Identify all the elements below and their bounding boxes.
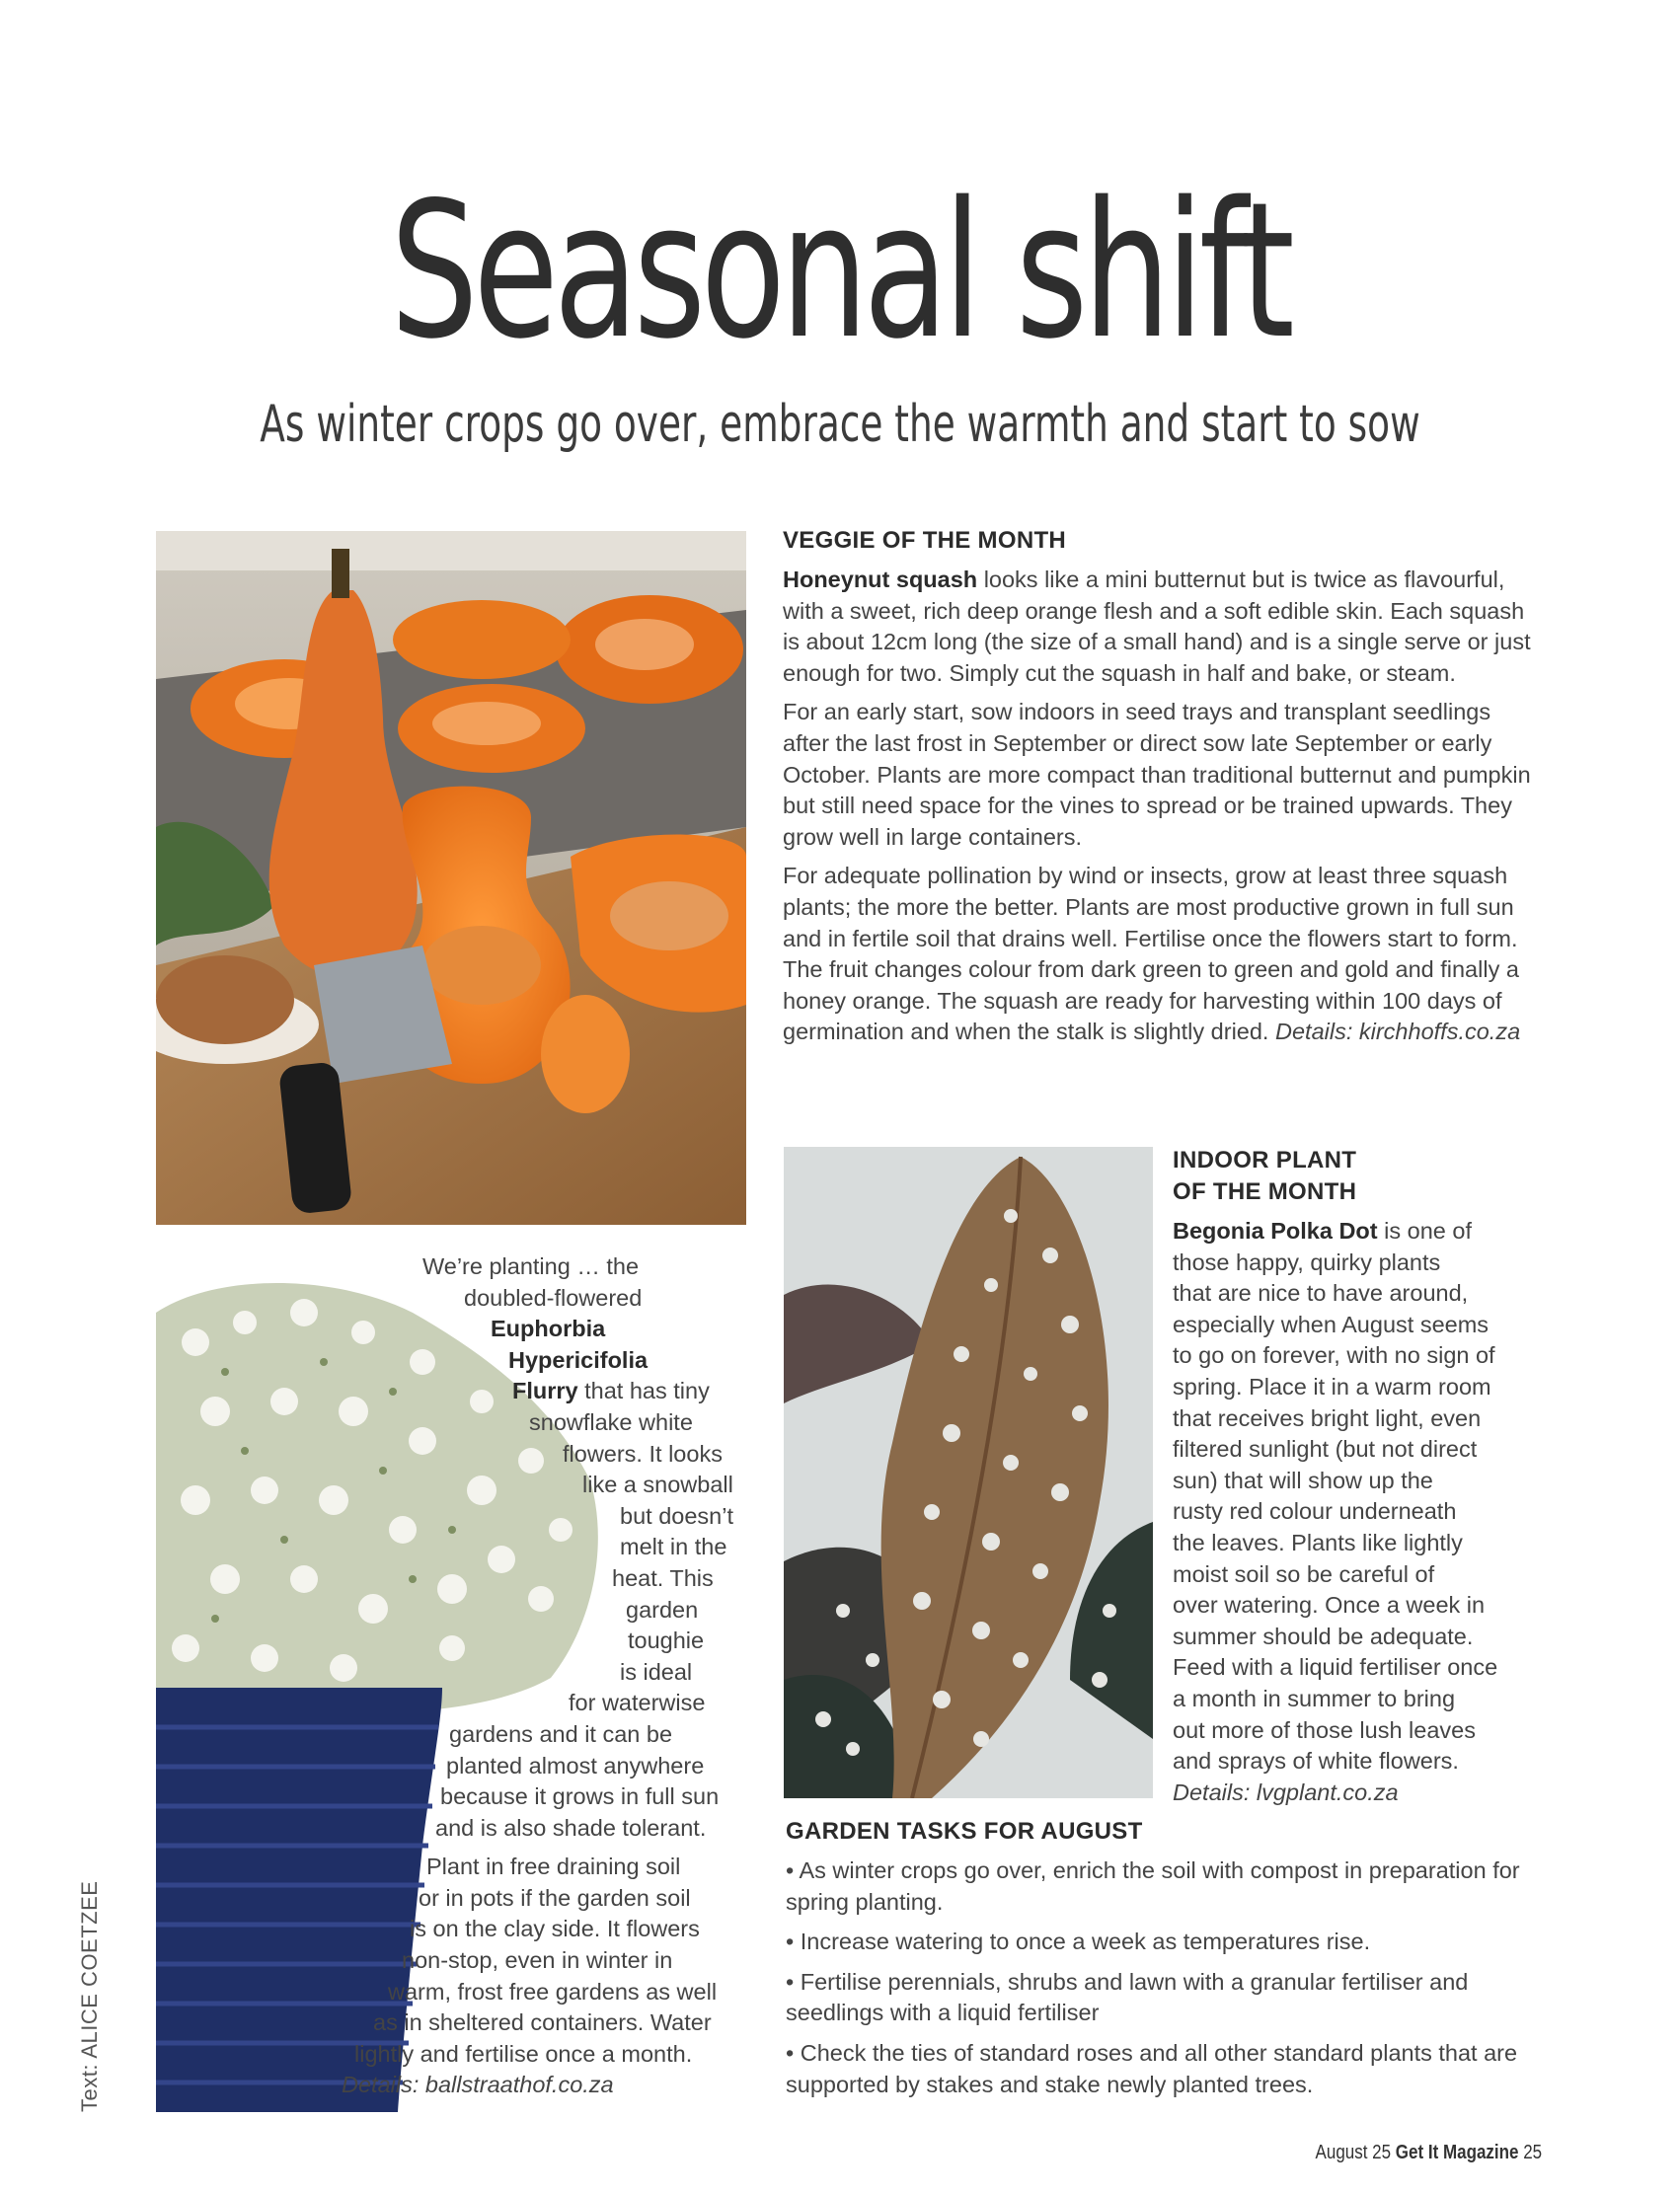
planting-line: because it grows in full sun bbox=[440, 1783, 720, 1810]
indoor-line: over watering. Once a week in bbox=[1173, 1592, 1486, 1619]
squash-photo bbox=[156, 531, 746, 1225]
indoor-line-1 bbox=[1173, 1216, 1548, 1248]
planting-line: for waterwise bbox=[569, 1690, 706, 1716]
indoor-line: moist soil so be careful of bbox=[1173, 1560, 1435, 1587]
planting-line: flowers. It looks bbox=[563, 1440, 723, 1467]
indoor-line: those happy, quirky plants bbox=[1173, 1249, 1441, 1275]
indoor-line: sun) that will show up the bbox=[1173, 1467, 1433, 1493]
veggie-lead: Honeynut squash bbox=[783, 567, 978, 592]
veggie-heading: VEGGIE OF THE MONTH bbox=[783, 527, 1067, 554]
indoor-line: filtered sunlight (but not direct bbox=[1173, 1436, 1478, 1463]
indoor-heading-line-2: OF THE MONTH bbox=[1173, 1178, 1357, 1205]
planting-line: as in sheltered containers. Water bbox=[373, 2009, 712, 2036]
veggie-paragraph-3 bbox=[783, 861, 1543, 1048]
veggie-p1-text: looks like a mini butternut but is twice as flavourful, with a sweet, rich deep orange flesh and a soft edible skin. Each squash is about 12cm long (the size of a small hand) and is a single serve or just enough for two. Simply cut the squash in half and bake, or steam. bbox=[783, 567, 1531, 686]
page-folio bbox=[1315, 2142, 1542, 2164]
indoor-line: to go on forever, with no sign of bbox=[1173, 1342, 1495, 1369]
indoor-line: Feed with a liquid fertiliser once bbox=[1173, 1654, 1498, 1681]
planting-line: non-stop, even in winter in bbox=[402, 1947, 673, 1974]
folio-magazine: Get It Magazine bbox=[1395, 2142, 1519, 2163]
author-credit: Text: ALICE COETZEE bbox=[77, 1880, 102, 2112]
folio-prefix: August 25 bbox=[1315, 2142, 1396, 2163]
indoor-details: Details: lvgplant.co.za bbox=[1173, 1779, 1399, 1805]
planting-line: or in pots if the garden soil bbox=[419, 1884, 691, 1911]
page-title: Seasonal shift bbox=[390, 162, 1290, 380]
veggie-body bbox=[783, 565, 1543, 1056]
indoor-line: rusty red colour underneath bbox=[1173, 1498, 1457, 1525]
planting-line: planted almost anywhere bbox=[446, 1752, 705, 1779]
planting-line: and is also shade tolerant. bbox=[435, 1814, 707, 1841]
tasks-list bbox=[786, 1855, 1556, 2109]
page-subtitle: As winter crops go over, embrace the warmth and start to sow bbox=[260, 395, 1420, 454]
indoor-body bbox=[1173, 1216, 1548, 1808]
indoor-line: a month in summer to bring bbox=[1173, 1685, 1456, 1711]
indoor-line: especially when August seems bbox=[1173, 1311, 1489, 1337]
planting-body bbox=[0, 1251, 750, 2101]
planting-line: toughie bbox=[628, 1627, 705, 1654]
planting-line: Plant in free draining soil bbox=[426, 1854, 681, 1880]
indoor-lead: Begonia Polka Dot bbox=[1173, 1218, 1378, 1244]
planting-bold-line: Euphorbia bbox=[491, 1316, 606, 1342]
task-item: • Check the ties of standard roses and all other standard plants that are supported by stakes and stake newly planted trees. bbox=[786, 2039, 1518, 2097]
veggie-paragraph-2: For an early start, sow indoors in seed trays and transplant seedlings after the last frost in September or direct sow late September or early October. Plants are more compact than traditional butternut and pumpkin but still need space for the vines to spread or be trained upwards. They grow well in large containers. bbox=[783, 699, 1531, 850]
indoor-line: the leaves. Plants like lightly bbox=[1173, 1529, 1463, 1555]
veggie-details: Details: kirchhoffs.co.za bbox=[1275, 1019, 1521, 1045]
veggie-p3-text: For adequate pollination by wind or insects, grow at least three squash plants; the more the better. Plants are most productive grown in full sun and in fertile soil that drains well. Fertilise once the flowers start to form. The fruit changes colour from dark green to green and gold and finally a honey orange. The squash are ready for harvesting within 100 days of germination and when the stalk is slightly dried. bbox=[783, 863, 1519, 1045]
indoor-line: spring. Place it in a warm room bbox=[1173, 1373, 1491, 1400]
planting-line: lightly and fertilise once a month. bbox=[354, 2040, 693, 2067]
planting-line: snowflake white bbox=[529, 1408, 693, 1435]
planting-line: gardens and it can be bbox=[449, 1720, 673, 1747]
veggie-paragraph-1 bbox=[783, 565, 1543, 689]
task-item: • Increase watering to once a week as temperatures rise. bbox=[786, 1929, 1371, 1955]
folio-page: 25 bbox=[1518, 2142, 1542, 2163]
indoor-line: summer should be adequate. bbox=[1173, 1623, 1474, 1649]
planting-line: garden bbox=[626, 1596, 699, 1623]
planting-line: is on the clay side. It flowers bbox=[410, 1916, 700, 1942]
planting-line bbox=[0, 1376, 750, 1407]
planting-line-rest: that has tiny bbox=[577, 1378, 710, 1404]
planting-line: like a snowball bbox=[582, 1472, 733, 1498]
tasks-heading: GARDEN TASKS FOR AUGUST bbox=[786, 1818, 1143, 1845]
planting-line: is ideal bbox=[620, 1658, 693, 1685]
indoor-heading-line-1: INDOOR PLANT bbox=[1173, 1147, 1357, 1173]
planting-line: melt in the bbox=[620, 1534, 727, 1560]
indoor-line: and sprays of white flowers. bbox=[1173, 1748, 1459, 1775]
planting-details: Details: ballstraathof.co.za bbox=[342, 2072, 614, 2098]
indoor-line: out more of those lush leaves bbox=[1173, 1716, 1476, 1743]
planting-line: We’re planting … the bbox=[422, 1253, 640, 1279]
indoor-line: that are nice to have around, bbox=[1173, 1280, 1469, 1307]
indoor-line-1-rest: is one of bbox=[1377, 1218, 1472, 1244]
planting-flurry: Flurry bbox=[512, 1378, 578, 1404]
planting-line: warm, frost free gardens as well bbox=[388, 1978, 718, 2005]
planting-line: doubled-flowered bbox=[464, 1284, 643, 1311]
task-item: • Fertilise perennials, shrubs and lawn with a granular fertiliser and seedlings with a liquid fertiliser bbox=[786, 1968, 1469, 2026]
task-item: • As winter crops go over, enrich the soil with compost in preparation for spring planting. bbox=[786, 1857, 1520, 1915]
indoor-line: that receives bright light, even bbox=[1173, 1404, 1482, 1431]
begonia-photo bbox=[784, 1147, 1153, 1798]
planting-line: but doesn’t bbox=[620, 1502, 733, 1529]
planting-bold-line: Hypericifolia bbox=[508, 1346, 649, 1373]
planting-line: heat. This bbox=[612, 1564, 714, 1591]
indoor-heading bbox=[1173, 1145, 1356, 1208]
